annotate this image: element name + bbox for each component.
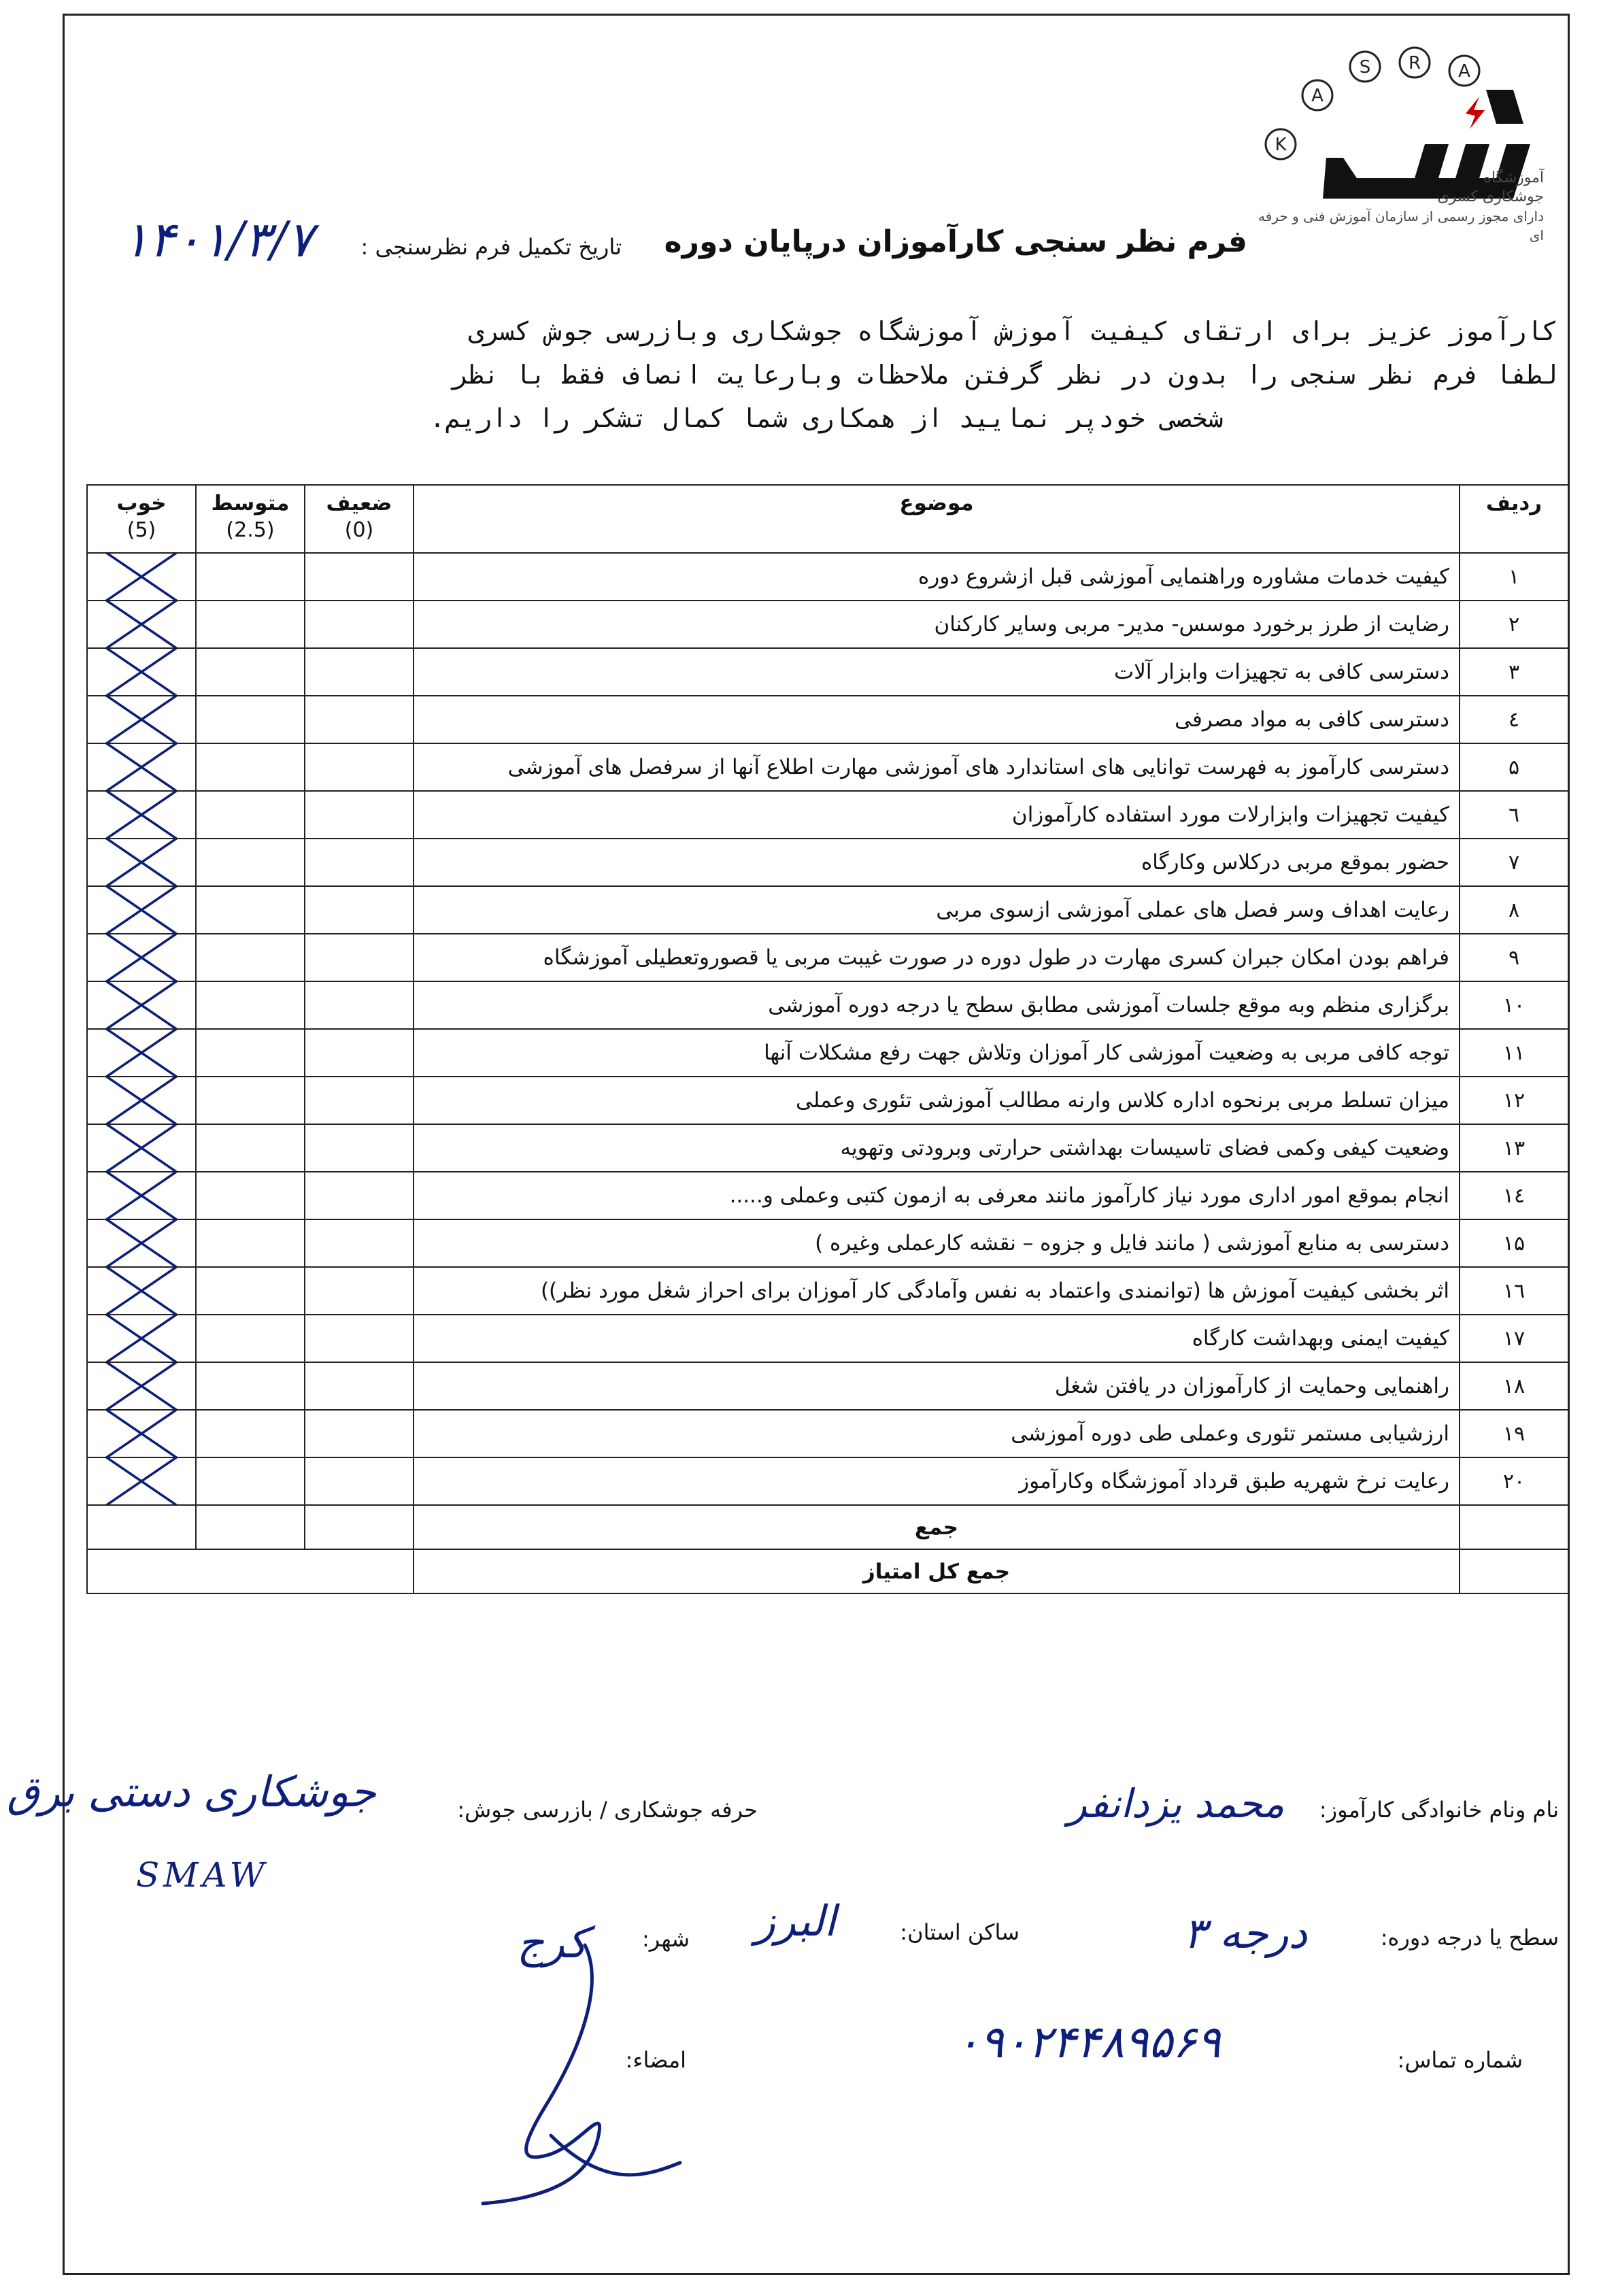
- rating-good-cell[interactable]: [87, 601, 196, 648]
- cross-mark-icon: [97, 1268, 186, 1314]
- rating-weak-cell[interactable]: [305, 1267, 414, 1315]
- intro-line: لطفا فرم نظر سنجی را بدون در نظر گرفتن ملاحظات وبارعایت انصاف فقط با نظر: [452, 360, 1557, 390]
- rating-weak-cell[interactable]: [305, 934, 414, 981]
- rating-good-cell[interactable]: [87, 791, 196, 839]
- header-average-weight: (2.5): [226, 518, 275, 542]
- header-topic: موضوع: [414, 485, 1460, 553]
- rating-weak-cell[interactable]: [305, 1410, 414, 1457]
- rating-good-cell[interactable]: [87, 981, 196, 1029]
- rating-weak-cell[interactable]: [305, 791, 414, 839]
- row-number: ۳: [1460, 648, 1568, 696]
- row-number: ٤: [1460, 696, 1568, 743]
- row-number: ۱۸: [1460, 1362, 1568, 1410]
- logo-badge-a2: A: [1458, 61, 1470, 82]
- rating-weak-cell[interactable]: [305, 1457, 414, 1505]
- table-row: [87, 981, 1568, 1029]
- rating-weak-cell[interactable]: [305, 1124, 414, 1172]
- row-topic: دسترسی کارآموز به فهرست توانایی های استاندارد های آموزشی مهارت اطلاع آنها از سرفصل های آموزشی: [414, 743, 1460, 791]
- rating-good-cell[interactable]: [87, 1172, 196, 1219]
- sum-num-cell: [1460, 1505, 1568, 1549]
- row-number: ۲: [1460, 601, 1568, 648]
- name-label: نام ونام خانوادگی کارآموز:: [1319, 1797, 1559, 1823]
- rating-weak-cell[interactable]: [305, 1029, 414, 1077]
- province-value[interactable]: البرز: [755, 1896, 836, 1946]
- row-number: ۸: [1460, 886, 1568, 934]
- row-number: ۹: [1460, 934, 1568, 981]
- table-row: [87, 1172, 1568, 1219]
- cross-mark-icon: [97, 1411, 186, 1457]
- header-average: [196, 485, 305, 553]
- cross-mark-icon: [97, 887, 186, 933]
- table-row: [87, 1457, 1568, 1505]
- survey-table: [86, 484, 1569, 1594]
- rating-weak-cell[interactable]: [305, 696, 414, 743]
- rating-average-cell[interactable]: [196, 743, 305, 791]
- city-label: شهر:: [642, 1926, 690, 1952]
- sum-good-cell[interactable]: [87, 1505, 196, 1549]
- sum-average-cell[interactable]: [196, 1505, 305, 1549]
- table-row: [87, 791, 1568, 839]
- survey-body: [87, 553, 1568, 1505]
- row-number: ۱۷: [1460, 1315, 1568, 1362]
- date-label: تاریخ تکمیل فرم نظرسنجی :: [360, 234, 622, 260]
- name-value[interactable]: محمد یزدانفر: [1068, 1780, 1285, 1827]
- row-number: ۱۹: [1460, 1410, 1568, 1457]
- row-topic: راهنمایی وحمایت از کارآموزان در یافتن شغل: [414, 1362, 1460, 1410]
- table-row: [87, 1029, 1568, 1077]
- rating-good-cell[interactable]: [87, 1267, 196, 1315]
- trade-value[interactable]: جوشکاری دستی برق: [7, 1767, 376, 1817]
- cross-mark-icon: [97, 1077, 186, 1124]
- row-number: ۵: [1460, 743, 1568, 791]
- table-row: [87, 696, 1568, 743]
- cross-mark-icon: [97, 1458, 186, 1504]
- row-topic: دسترسی به منابع آموزشی ( مانند فایل و جزوه – نقشه کارعملی وغیره ): [414, 1219, 1460, 1267]
- rating-good-cell[interactable]: [87, 1219, 196, 1267]
- rating-good-cell[interactable]: [87, 696, 196, 743]
- rating-good-cell[interactable]: [87, 743, 196, 791]
- header-weak-label: ضعیف: [326, 491, 392, 516]
- row-topic: رعایت نرخ شهریه طبق قرداد آموزشگاه وکارآموز: [414, 1457, 1460, 1505]
- total-row: [87, 1549, 1568, 1593]
- rating-weak-cell[interactable]: [305, 1219, 414, 1267]
- table-row: [87, 1315, 1568, 1362]
- rating-average-cell[interactable]: [196, 601, 305, 648]
- cross-mark-icon: [97, 696, 186, 743]
- cross-mark-icon: [97, 1172, 186, 1219]
- header-good: [87, 485, 196, 553]
- cross-mark-icon: [97, 554, 186, 600]
- table-row: [87, 743, 1568, 791]
- rating-weak-cell[interactable]: [305, 886, 414, 934]
- cross-mark-icon: [97, 1363, 186, 1409]
- row-number: ۱۳: [1460, 1124, 1568, 1172]
- rating-average-cell[interactable]: [196, 1172, 305, 1219]
- rating-average-cell[interactable]: [196, 1029, 305, 1077]
- cross-mark-icon: [97, 1125, 186, 1171]
- total-value-cell[interactable]: [87, 1549, 414, 1593]
- rating-average-cell[interactable]: [196, 1077, 305, 1124]
- rating-weak-cell[interactable]: [305, 601, 414, 648]
- row-topic: رضایت از طرز برخورد موسس- مدیر- مربی وسایر کارکنان: [414, 601, 1460, 648]
- cross-mark-icon: [97, 1030, 186, 1076]
- province-label: ساکن استان:: [900, 1919, 1019, 1945]
- row-topic: انجام بموقع امور اداری مورد نیاز کارآموز مانند معرفی به ازمون کتبی وعملی و.....: [414, 1172, 1460, 1219]
- rating-average-cell[interactable]: [196, 1219, 305, 1267]
- row-topic: ارزشیابی مستمر تئوری وعملی طی دوره آموزشی: [414, 1410, 1460, 1457]
- phone-label: شماره تماس:: [1397, 2047, 1523, 2073]
- table-row: [87, 1124, 1568, 1172]
- logo-badge-r: R: [1408, 53, 1421, 73]
- sum-row: [87, 1505, 1568, 1549]
- row-number: ۱۲: [1460, 1077, 1568, 1124]
- form-title: فرم نظر سنجی کارآموزان درپایان دوره: [664, 224, 1247, 259]
- rating-weak-cell[interactable]: [305, 1315, 414, 1362]
- date-value: ۱۴۰۱/۳/۷: [122, 211, 314, 268]
- cross-mark-icon: [97, 934, 186, 981]
- row-topic: حضور بموقع مربی درکلاس وکارگاه: [414, 839, 1460, 886]
- rating-average-cell[interactable]: [196, 553, 305, 601]
- row-number: ۱۰: [1460, 981, 1568, 1029]
- header-num: ردیف: [1460, 485, 1568, 553]
- row-topic: رعایت اهداف وسر فصل های عملی آموزشی ازسوی مربی: [414, 886, 1460, 934]
- header-good-weight: (5): [127, 518, 156, 542]
- logo-subtitle: [1245, 169, 1544, 245]
- city-value[interactable]: کرج: [517, 1918, 588, 1968]
- rating-good-cell[interactable]: [87, 553, 196, 601]
- rating-weak-cell[interactable]: [305, 743, 414, 791]
- rating-average-cell[interactable]: [196, 696, 305, 743]
- rating-good-cell[interactable]: [87, 1077, 196, 1124]
- row-topic: وضعیت کیفی وکمی فضای تاسیسات بهداشتی حرارتی وبرودتی وتهویه: [414, 1124, 1460, 1172]
- trade-label: حرفه جوشکاری / بازرسی جوش:: [457, 1797, 758, 1823]
- trade-value-2[interactable]: SMAW: [136, 1855, 269, 1895]
- table-row: [87, 1362, 1568, 1410]
- row-number: ۱۵: [1460, 1219, 1568, 1267]
- logo-badge-a: A: [1311, 86, 1324, 106]
- rating-average-cell[interactable]: [196, 791, 305, 839]
- sum-weak-cell[interactable]: [305, 1505, 414, 1549]
- row-number: ۱٦: [1460, 1267, 1568, 1315]
- table-row: [87, 1410, 1568, 1457]
- logo-badge-s: S: [1359, 57, 1371, 78]
- table-row: [87, 1267, 1568, 1315]
- table-row: [87, 886, 1568, 934]
- table-row: [87, 1077, 1568, 1124]
- table-row: [87, 934, 1568, 981]
- rating-good-cell[interactable]: [87, 1362, 196, 1410]
- cross-mark-icon: [97, 649, 186, 695]
- rating-average-cell[interactable]: [196, 1457, 305, 1505]
- row-number: ۱: [1460, 553, 1568, 601]
- rating-good-cell[interactable]: [87, 648, 196, 696]
- rating-good-cell[interactable]: [87, 1410, 196, 1457]
- logo-badge-k: K: [1275, 135, 1287, 155]
- row-number: ۱۱: [1460, 1029, 1568, 1077]
- cross-mark-icon: [97, 982, 186, 1028]
- rating-good-cell[interactable]: [87, 1029, 196, 1077]
- row-number: ٦: [1460, 791, 1568, 839]
- rating-weak-cell[interactable]: [305, 1077, 414, 1124]
- table-header-row: [87, 485, 1568, 553]
- row-number: ١٤: [1460, 1172, 1568, 1219]
- intro-text: [95, 309, 1557, 440]
- header-weak-weight: (0): [344, 518, 374, 542]
- rating-weak-cell[interactable]: [305, 553, 414, 601]
- rating-average-cell[interactable]: [196, 839, 305, 886]
- table-row: [87, 839, 1568, 886]
- rating-weak-cell[interactable]: [305, 1362, 414, 1410]
- row-topic: فراهم بودن امکان جبران کسری مهارت در طول دوره در صورت غیبت مربی یا قصوروتعطیلی آموزشگاه: [414, 934, 1460, 981]
- header-average-label: متوسط: [211, 491, 290, 516]
- rating-good-cell[interactable]: [87, 1124, 196, 1172]
- table-row: [87, 1219, 1568, 1267]
- cross-mark-icon: [97, 744, 186, 790]
- row-topic: برگزاری منظم وبه موقع جلسات آموزشی مطابق سطح یا درجه دوره آموزشی: [414, 981, 1460, 1029]
- rating-good-cell[interactable]: [87, 934, 196, 981]
- header-weak: [305, 485, 414, 553]
- rating-good-cell[interactable]: [87, 886, 196, 934]
- rating-weak-cell[interactable]: [305, 1172, 414, 1219]
- rating-weak-cell[interactable]: [305, 981, 414, 1029]
- rating-average-cell[interactable]: [196, 1315, 305, 1362]
- header-good-label: خوب: [116, 491, 167, 516]
- cross-mark-icon: [97, 601, 186, 647]
- cross-mark-icon: [97, 792, 186, 838]
- rating-good-cell[interactable]: [87, 1315, 196, 1362]
- level-label: سطح یا درجه دوره:: [1380, 1925, 1559, 1951]
- rating-average-cell[interactable]: [196, 1124, 305, 1172]
- signature-mark: [469, 1931, 687, 2217]
- rating-average-cell[interactable]: [196, 886, 305, 934]
- row-topic: دسترسی کافی به تجهیزات وابزار آلات: [414, 648, 1460, 696]
- rating-weak-cell[interactable]: [305, 648, 414, 696]
- row-number: ۲۰: [1460, 1457, 1568, 1505]
- row-number: ۷: [1460, 839, 1568, 886]
- row-topic: توجه کافی مربی به وضعیت آموزشی کار آموزان وتلاش جهت رفع مشکلات آنها: [414, 1029, 1460, 1077]
- cross-mark-icon: [97, 839, 186, 885]
- rating-average-cell[interactable]: [196, 981, 305, 1029]
- rating-average-cell[interactable]: [196, 1267, 305, 1315]
- row-topic: کیفیت خدمات مشاوره وراهنمایی آموزشی قبل ازشروع دوره: [414, 553, 1460, 601]
- level-value[interactable]: درجه ۳: [1183, 1908, 1308, 1958]
- rating-average-cell[interactable]: [196, 1362, 305, 1410]
- rating-average-cell[interactable]: [196, 648, 305, 696]
- rating-weak-cell[interactable]: [305, 839, 414, 886]
- cross-mark-icon: [97, 1315, 186, 1362]
- table-row: [87, 648, 1568, 696]
- signature-label: امضاء:: [625, 2047, 686, 2073]
- phone-value[interactable]: ۰۹۰۲۴۴۸۹۵۶۹: [956, 2016, 1221, 2068]
- table-row: [87, 553, 1568, 601]
- logo-sub-line: آموزشگاه: [1483, 169, 1544, 186]
- row-topic: کیفیت تجهیزات وابزارلات مورد استفاده کارآموزان: [414, 791, 1460, 839]
- rating-average-cell[interactable]: [196, 934, 305, 981]
- rating-good-cell[interactable]: [87, 839, 196, 886]
- intro-line: شخصی خودپر نمایید از همکاری شما کمال تشکر را داریم.: [429, 403, 1224, 433]
- logo-sub-line: دارای مجوز رسمی از سازمان آموزش فنی و حرفه ای: [1258, 208, 1544, 243]
- rating-good-cell[interactable]: [87, 1457, 196, 1505]
- row-topic: کیفیت ایمنی وبهداشت کارگاه: [414, 1315, 1460, 1362]
- intro-line: کارآموز عزیز برای ارتقای کیفیت آموزش آموزشگاه جوشکاری وبازرسی جوش کسری: [468, 316, 1557, 346]
- row-topic: دسترسی کافی به مواد مصرفی: [414, 696, 1460, 743]
- logo-sub-line: جوشکاری کسری: [1437, 188, 1544, 205]
- table-row: [87, 601, 1568, 648]
- cross-mark-icon: [97, 1220, 186, 1266]
- total-label: جمع کل امتیاز: [414, 1549, 1460, 1593]
- sum-label: جمع: [414, 1505, 1460, 1549]
- total-num-cell: [1460, 1549, 1568, 1593]
- title-row: [122, 211, 1247, 279]
- row-topic: میزان تسلط مربی برنحوه اداره کلاس وارنه مطالب آموزشی تئوری وعملی: [414, 1077, 1460, 1124]
- rating-average-cell[interactable]: [196, 1410, 305, 1457]
- row-topic: اثر بخشی کیفیت آموزش ها (توانمندی واعتماد به نفس وآمادگی کار آموزان برای احراز شغل مورد نظر)): [414, 1267, 1460, 1315]
